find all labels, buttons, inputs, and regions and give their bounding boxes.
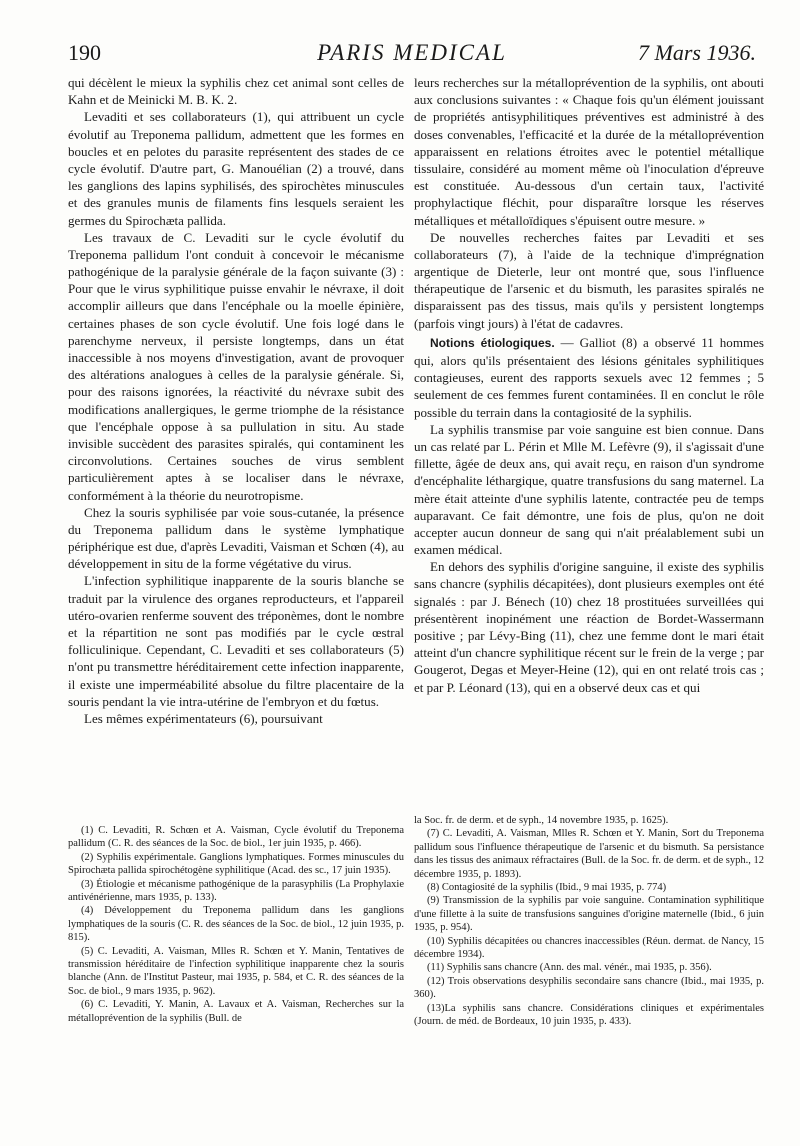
paragraph: En dehors des syphilis d'origine sanguine, il existe des syphilis sans chancre (syphilis décapitées), dont plusieurs exemples ont été signalés : par J. Bénech (10) chez 18 prostituées surveillées qui présentèrent inopinément une réaction de Bordet-Wassermann positive ; par Lévy-Bing (11), chez une femme dont le mari était atteint d'un chancre syphilitique récent sur le frein de la verge ; par Gougerot, Degas et Meyer-Heine (12), qui en ont relaté trois cas ; et par P. Léonard (13), qui en a observé deux cas et qui: [414, 559, 764, 695]
footnote: (6) C. Levaditi, Y. Manin, A. Lavaux et A. Vaisman, Recherches sur la métalloprévention de la syphilis (Bull. de: [68, 999, 404, 1024]
paragraph: Les mêmes expérimentateurs (6), poursuivant: [84, 710, 323, 726]
section-paragraph: [414, 334, 764, 421]
right-column: [414, 74, 764, 696]
footnote: (7) C. Levaditi, A. Vaisman, Mlles R. Schœn et Y. Manin, Sort du Treponema pallidum sous l'influence thérapeutique de l'arsenic et du bismuth. Sa persistance dans les tissus des animaux réfractaires (Bull. de la Soc. fr. de derm. et de syph., 12 décembre 1935, p. 1893).: [414, 828, 764, 880]
heading-dash: —: [554, 334, 580, 350]
footnotes-left: [68, 824, 404, 1025]
footnote: (2) Syphilis expérimentale. Ganglions lymphatiques. Formes minuscules du Spirochæta pallida spirochétogène syphilitique (Acad. des sc., 17 juin 1935).: [68, 851, 404, 877]
page-number: 190: [68, 40, 101, 65]
paragraph: Chez la souris syphilisée par voie sous-cutanée, la présence du Treponema pallidum dans le système lymphatique périphérique est due, d'après Levaditi, Vaisman et Schœn (4), au développement in situ de la forme végétative du virus.: [68, 504, 404, 572]
issue-date: 7 Mars 1936.: [638, 40, 756, 65]
paragraph: leurs recherches sur la métalloprévention de la syphilis, ont abouti aux conclusions suivantes : « Chaque fois qu'un élément jouissant de propriétés antisyphilitiques préventives est administré à des doses convenables, l'efficacité et la durée de la métalloprévention apparaissent en relations étroites avec le potentiel métallique tissulaire, considéré au moment même où l'inoculation d'épreuve est constituée. Au-dessous d'un certain taux, l'activité prophylactique fléchit, pour disparaître lorsque les réserves métalliques et métalloïdiques s'épuisent outre mesure. »: [414, 75, 764, 228]
footnote: (1) C. Levaditi, R. Schœn et A. Vaisman, Cycle évolutif du Treponema pallidum (C. R. des séances de la Soc. de biol., 1er juin 1935, p. 466).: [68, 825, 404, 850]
section-heading: Notions étiologiques.: [430, 335, 555, 350]
page-header: [68, 40, 756, 70]
footnote: (11) Syphilis sans chancre (Ann. des mal. vénér., mai 1935, p. 356).: [427, 962, 712, 974]
paragraph: Les travaux de C. Levaditi sur le cycle évolutif du Treponema pallidum l'ont conduit à concevoir le mécanisme pathogénique de la paralysie générale de la façon suivante (3) : Pour que le virus syphilitique puisse envahir le névraxe, il doit accomplir ailleurs que dans l'encéphale ou la moelle épinière, certaines phases de son cycle évolutif. Une fois logé dans le parenchyme nerveux, il persiste longtemps, dans un état inaccessible à nos moyens d'investigation, avant de provoquer des altérations analogues à celles de la paralysie générale. Si, pour des raisons ignorées, la réactivité du névraxe subit des modifications anallergiques, le germe triomphe de la résistance que l'encéphale oppose à sa pullulation in situ. Au stade invisible succèdent des parasites spiralés, qui contaminent les circonvolutions. Certaines souches de virus semblent particulièrement aptes à se localiser dans le névraxe, conformément à la théorie du neurotropisme.: [68, 229, 404, 503]
footnote: (4) Développement du Treponema pallidum dans les ganglions lymphatiques de la souris (C. R. des séances de la Soc. de biol., 12 juin 1935, p. 815).: [68, 905, 404, 944]
left-column: [68, 74, 404, 727]
footnote: (10) Syphilis décapitées ou chancres inaccessibles (Réun. dermat. de Nancy, 15 décembre 1934).: [414, 935, 764, 961]
footnote: (5) C. Levaditi, A. Vaisman, Mlles R. Schœn et Y. Manin, Tentatives de transmission héréditaire de l'infection syphilitique inapparente chez la souris blanche (Ann. de l'Institut Pasteur, mai 1935, p. 584, et C. R. des séances de la Soc. de biol., 9 mars 1935, p. 962).: [68, 945, 404, 997]
paragraph: De nouvelles recherches faites par Levaditi et ses collaborateurs (7), à l'aide de la technique d'imprégnation argentique de Dieterle, leur ont montré que, sous l'influence thérapeutique de l'arsenic et du bismuth, les parasites spiralés ne disparaissent pas des tissus, mais qu'ils y persistent longtemps (parfois vingt jours) à l'état de cadavres.: [414, 229, 764, 331]
paragraph: L'infection syphilitique inapparente de la souris blanche se traduit par la virulence des organes reproducteurs, et l'appareil utéro-ovarien renferme souvent des tréponèmes, dont le nombre et la répartition ne sont pas modifiés par le cycle œstral folliculinique. Cependant, C. Levaditi et ses collaborateurs (5) n'ont pu transmettre héréditairement cette infection inapparente, il existe une imperméabilité absolue du filtre placentaire de la souris pendant la vie intra-utérine de l'embryon et du fœtus.: [68, 573, 404, 709]
footnotes-right: [414, 814, 764, 1029]
journal-title: PARIS MEDICAL: [317, 40, 507, 65]
paragraph: Levaditi et ses collaborateurs (1), qui attribuent un cycle évolutif au Treponema pallidum, admettent que les formes en boucles et en pelotes du parasite représentent des stades de ce cycle évolutif. D'autre part, G. Manouélian (2) a trouvé, dans les ganglions des lapins syphilisés, des spirochètes minuscules et des granules munis de filaments fins lesquels seraient les germes du Spirochæta pallida.: [68, 109, 404, 228]
footnote: (3) Étiologie et mécanisme pathogénique de la parasyphilis (La Prophylaxie antivénérienne, mars 1935, p. 133).: [68, 878, 404, 904]
footnote: (13)La syphilis sans chancre. Considérations cliniques et expérimentales (Journ. de méd. de Bordeaux, 10 juin 1935, p. 433).: [414, 1002, 764, 1028]
paragraph: qui décèlent le mieux la syphilis chez cet animal sont celles de Kahn et de Meinicki M. B. K. 2.: [68, 75, 404, 108]
section-text: Galliot (8) a observé 11 hommes qui, alors qu'ils présentaient des lésions génitales syphilitiques contagieuses, eurent des rapports sexuels avec 12 femmes ; 5 seulement de ces femmes furent contaminées. Il en conclut le rôle possible du terrain dans la contagiosité de la syphilis.: [414, 334, 764, 420]
paragraph: La syphilis transmise par voie sanguine est bien connue. Dans un cas relaté par L. Périn et Mlle M. Lefèvre (9), il s'agissait d'une fillette, âgée de deux ans, qui avait reçu, en raison d'un syndrome d'encéphalite léthargique, quatre transfusions du sang maternel. La mère était atteinte d'une syphilis latente, contractée peu de temps auparavant. Ce fait démontre, une fois de plus, qu'on ne doit accepter aucun donneur de sang qui n'ait préalablement subi un examen médical.: [414, 421, 764, 558]
footnote: (12) Trois observations desyphilis secondaire sans chancre (Ibid., mai 1935, p. 360).: [414, 975, 764, 1001]
footnote: (9) Transmission de la syphilis par voie sanguine. Contamination syphilitique d'une fillette à la suite de transfusions sanguines d'origine maternelle (Ibid., 6 juin 1935, p. 954).: [414, 895, 764, 934]
footnote-continuation: la Soc. fr. de derm. et de syph., 14 novembre 1935, p. 1625).: [414, 815, 669, 826]
footnote: (8) Contagiosité de la syphilis (Ibid., 9 mai 1935, p. 774): [427, 882, 667, 894]
